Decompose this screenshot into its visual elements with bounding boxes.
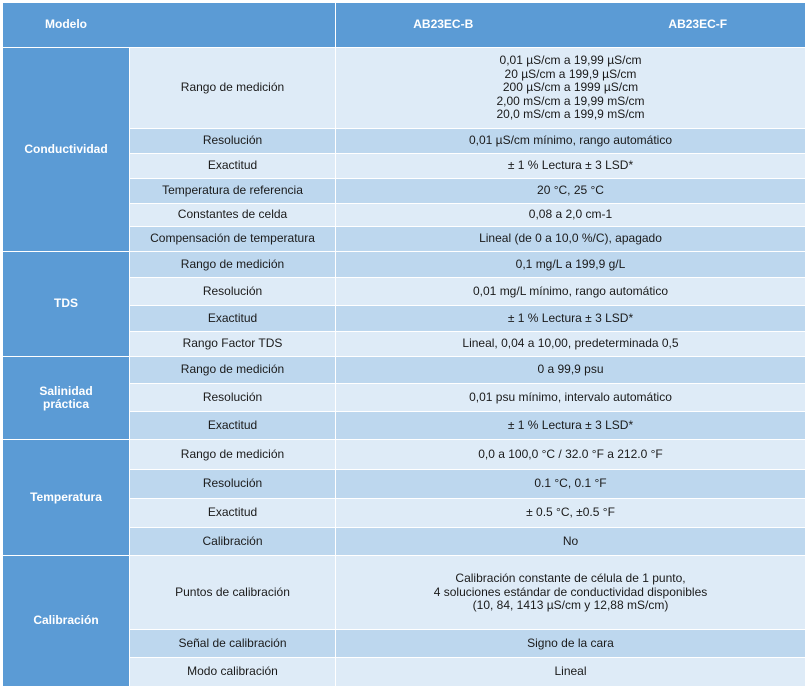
param-cell: Resolución — [130, 278, 336, 306]
model-header: Modelo — [3, 3, 336, 48]
param-cell: Rango de medición — [130, 357, 336, 384]
value-line: 20,0 mS/cm a 199,9 mS/cm — [496, 107, 645, 122]
param-cell: Resolución — [130, 129, 336, 154]
param-cell: Exactitud — [130, 499, 336, 528]
category-tds: TDS — [3, 252, 130, 357]
value-cell: ± 1 % Lectura ± 3 LSD* — [336, 154, 806, 179]
param-cell: Exactitud — [130, 154, 336, 179]
category-line: Salinidad — [39, 383, 93, 398]
param-cell: Rango de medición — [130, 440, 336, 470]
value-line: 0,01 µS/cm a 19,99 µS/cm — [499, 53, 642, 68]
param-cell: Exactitud — [130, 412, 336, 440]
param-cell: Rango de medición — [130, 252, 336, 278]
category-line: práctica — [42, 397, 90, 411]
param-cell: Modo calibración — [130, 658, 336, 687]
model-b-header: AB23EC-B — [413, 17, 474, 32]
value-line: (10, 84, 1413 µS/cm y 12,88 mS/cm) — [472, 598, 669, 613]
specifications-table — [2, 2, 806, 687]
param-cell: Calibración — [130, 528, 336, 556]
value-cell: Lineal, 0,04 a 10,00, predeterminada 0,5 — [336, 332, 806, 357]
value-cell: Lineal (de 0 a 10,0 %/C), apagado — [336, 227, 806, 252]
value-cell: 0,01 psu mínimo, intervalo automático — [336, 384, 806, 412]
value-cell: 0,01 µS/cm mínimo, rango automático — [336, 129, 806, 154]
param-cell: Compensación de temperatura — [130, 227, 336, 252]
category-temperatura: Temperatura — [3, 440, 130, 556]
param-cell: Señal de calibración — [130, 630, 336, 658]
value-cell: 0 a 99,9 psu — [336, 357, 806, 384]
param-cell: Rango Factor TDS — [130, 332, 336, 357]
value-cell: 0,08 a 2,0 cm-1 — [336, 204, 806, 227]
category-salinidad-practica — [3, 357, 130, 440]
table-header-row — [3, 3, 806, 48]
param-cell: Temperatura de referencia — [130, 179, 336, 204]
category-conductividad: Conductividad — [3, 48, 130, 252]
value-line: 20 µS/cm a 199,9 µS/cm — [504, 66, 637, 81]
param-cell: Constantes de celda — [130, 204, 336, 227]
value-cell: 20 °C, 25 °C — [336, 179, 806, 204]
value-cell: 0.1 °C, 0.1 °F — [336, 470, 806, 499]
value-line: Calibración constante de célula de 1 punto, — [455, 571, 686, 586]
value-cell: ± 1 % Lectura ± 3 LSD* — [336, 412, 806, 440]
value-line: 200 µS/cm a 1999 µS/cm — [502, 80, 639, 95]
value-cell: No — [336, 528, 806, 556]
value-cell — [336, 48, 806, 129]
model-names-header — [336, 3, 806, 48]
value-cell: ± 1 % Lectura ± 3 LSD* — [336, 306, 806, 332]
model-f-header: AB23EC-F — [668, 17, 728, 32]
table-row — [3, 357, 806, 384]
param-cell: Exactitud — [130, 306, 336, 332]
param-cell: Rango de medición — [130, 48, 336, 129]
table-row — [3, 556, 806, 630]
value-cell — [336, 556, 806, 630]
value-cell: Signo de la cara — [336, 630, 806, 658]
param-cell: Puntos de calibración — [130, 556, 336, 630]
value-line: 4 soluciones estándar de conductividad disponibles — [433, 584, 708, 599]
param-cell: Resolución — [130, 384, 336, 412]
value-cell: 0,1 mg/L a 199,9 g/L — [336, 252, 806, 278]
value-cell: ± 0.5 °C, ±0.5 °F — [336, 499, 806, 528]
value-cell: 0,0 a 100,0 °C / 32.0 °F a 212.0 °F — [336, 440, 806, 470]
param-cell: Resolución — [130, 470, 336, 499]
value-cell: 0,01 mg/L mínimo, rango automático — [336, 278, 806, 306]
value-cell: Lineal — [336, 658, 806, 687]
table-row — [3, 252, 806, 278]
table-row — [3, 48, 806, 129]
table-row — [3, 440, 806, 470]
value-line: 2,00 mS/cm a 19,99 mS/cm — [496, 93, 645, 108]
category-calibracion: Calibración — [3, 556, 130, 687]
